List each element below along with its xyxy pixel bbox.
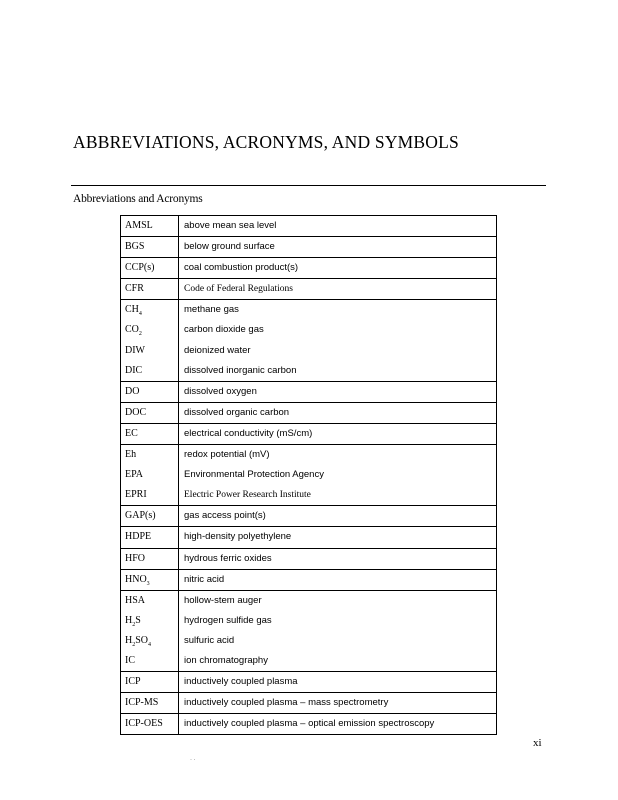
definition-cell (179, 381, 497, 402)
abbreviation-definition: ion chromatography (184, 654, 268, 666)
term-cell (121, 527, 179, 548)
definition-cell (179, 714, 497, 735)
table-row (121, 402, 497, 423)
abbreviation-term: $H_2S$ (125, 614, 141, 628)
definition-cell (179, 216, 497, 237)
definition-cell (179, 527, 497, 548)
abbreviation-definition: Code of Federal Regulations (184, 284, 293, 295)
abbreviation-term: HSA (125, 594, 146, 606)
term-cell (121, 569, 179, 590)
abbreviation-definition: below ground surface (184, 241, 275, 253)
abbreviation-term: ICP-OES (125, 718, 163, 730)
term-cell (121, 279, 179, 300)
definition-cell (179, 548, 497, 569)
abbreviation-term: CCP(s) (125, 262, 155, 274)
definition-cell (179, 237, 497, 258)
abbreviation-definition: hollow-stem auger (184, 594, 262, 606)
term-cell (121, 402, 179, 423)
abbreviation-definition: methane gas (184, 304, 239, 316)
abbreviation-term: HFO (125, 552, 146, 564)
abbreviation-term: ICP (125, 676, 141, 688)
table-row (121, 693, 497, 714)
abbreviation-definition: inductively coupled plasma (184, 676, 298, 688)
table-row (121, 279, 497, 300)
abbreviation-definition: inductively coupled plasma – mass spectrometry (184, 697, 389, 709)
table-row (121, 714, 497, 735)
term-cell (121, 381, 179, 402)
definition-cell (179, 569, 497, 590)
definition-cell (179, 423, 497, 444)
term-cell (121, 714, 179, 735)
table-row (121, 590, 497, 671)
abbreviation-definition: high-density polyethylene (184, 531, 292, 543)
footer-mark: · · (190, 757, 196, 763)
abbreviation-term: $H_2SO_4$ (125, 634, 152, 648)
table-row (121, 569, 497, 590)
abbreviations-table (120, 215, 497, 735)
term-cell (121, 216, 179, 237)
abbreviation-term: EC (125, 427, 138, 439)
definition-cell (179, 506, 497, 527)
abbreviation-term: GAP(s) (125, 510, 156, 522)
abbreviation-definition: redox potential (mV) (184, 449, 270, 461)
abbreviation-definition: electrical conductivity (mS/cm) (184, 427, 313, 439)
abbreviation-definition: Electric Power Research Institute (184, 490, 311, 501)
abbreviation-term: DIC (125, 364, 143, 376)
term-cell (121, 300, 179, 381)
term-cell (121, 672, 179, 693)
abbreviation-term: Eh (125, 449, 137, 461)
abbreviation-term: EPRI (125, 489, 147, 501)
abbreviation-term: $CO_2$ (125, 324, 142, 338)
abbreviation-term: HDPE (125, 531, 152, 543)
abbreviation-term: AMSL (125, 220, 153, 231)
table-row (121, 506, 497, 527)
abbreviation-definition: dissolved inorganic carbon (184, 364, 297, 376)
table-row (121, 423, 497, 444)
abbreviation-definition: above mean sea level (184, 220, 277, 231)
table-row (121, 548, 497, 569)
term-cell (121, 237, 179, 258)
definition-cell (179, 402, 497, 423)
abbreviation-term: $CH_4$ (125, 304, 142, 318)
term-cell (121, 423, 179, 444)
table-row (121, 300, 497, 381)
abbreviation-definition: dissolved organic carbon (184, 406, 290, 418)
abbreviation-definition: coal combustion product(s) (184, 262, 299, 274)
table-row (121, 258, 497, 279)
abbreviation-definition: carbon dioxide gas (184, 324, 264, 336)
page-number: xi (533, 737, 542, 749)
definition-cell (179, 693, 497, 714)
abbreviation-term: CFR (125, 283, 144, 295)
definition-cell (179, 672, 497, 693)
abbreviation-definition: dissolved oxygen (184, 385, 257, 397)
abbreviation-term: ICP-MS (125, 697, 159, 709)
abbreviation-definition: nitric acid (184, 573, 225, 585)
abbreviation-definition: hydrous ferric oxides (184, 552, 272, 564)
abbreviation-term: DOC (125, 406, 147, 418)
abbreviation-term: DO (125, 385, 140, 397)
abbreviation-term: $HNO_3$ (125, 573, 150, 587)
table-row (121, 672, 497, 693)
definition-cell (179, 300, 497, 381)
term-cell (121, 258, 179, 279)
definition-cell (179, 279, 497, 300)
term-cell (121, 445, 179, 506)
abbreviation-term: DIW (125, 344, 145, 356)
heading-rule (71, 185, 546, 186)
abbreviation-term: EPA (125, 469, 143, 481)
table-row (121, 527, 497, 548)
abbreviation-definition: sulfuric acid (184, 634, 235, 646)
abbreviation-definition: Environmental Protection Agency (184, 469, 324, 481)
term-cell (121, 506, 179, 527)
table-row (121, 216, 497, 237)
abbreviation-definition: inductively coupled plasma – optical emission spectroscopy (184, 718, 435, 730)
term-cell (121, 590, 179, 671)
definition-cell (179, 590, 497, 671)
abbreviation-term: IC (125, 654, 135, 666)
definition-cell (179, 445, 497, 506)
table-row (121, 445, 497, 506)
abbreviation-definition: gas access point(s) (184, 510, 266, 522)
abbreviation-definition: hydrogen sulfide gas (184, 614, 272, 626)
term-cell (121, 693, 179, 714)
table-row (121, 381, 497, 402)
page-title: ABBREVIATIONS, ACRONYMS, AND SYMBOLS (73, 132, 459, 152)
definition-cell (179, 258, 497, 279)
term-cell (121, 548, 179, 569)
abbreviation-term: BGS (125, 241, 145, 253)
section-subtitle: Abbreviations and Acronyms (73, 193, 203, 205)
abbreviation-definition: deionized water (184, 344, 251, 356)
table-row (121, 237, 497, 258)
